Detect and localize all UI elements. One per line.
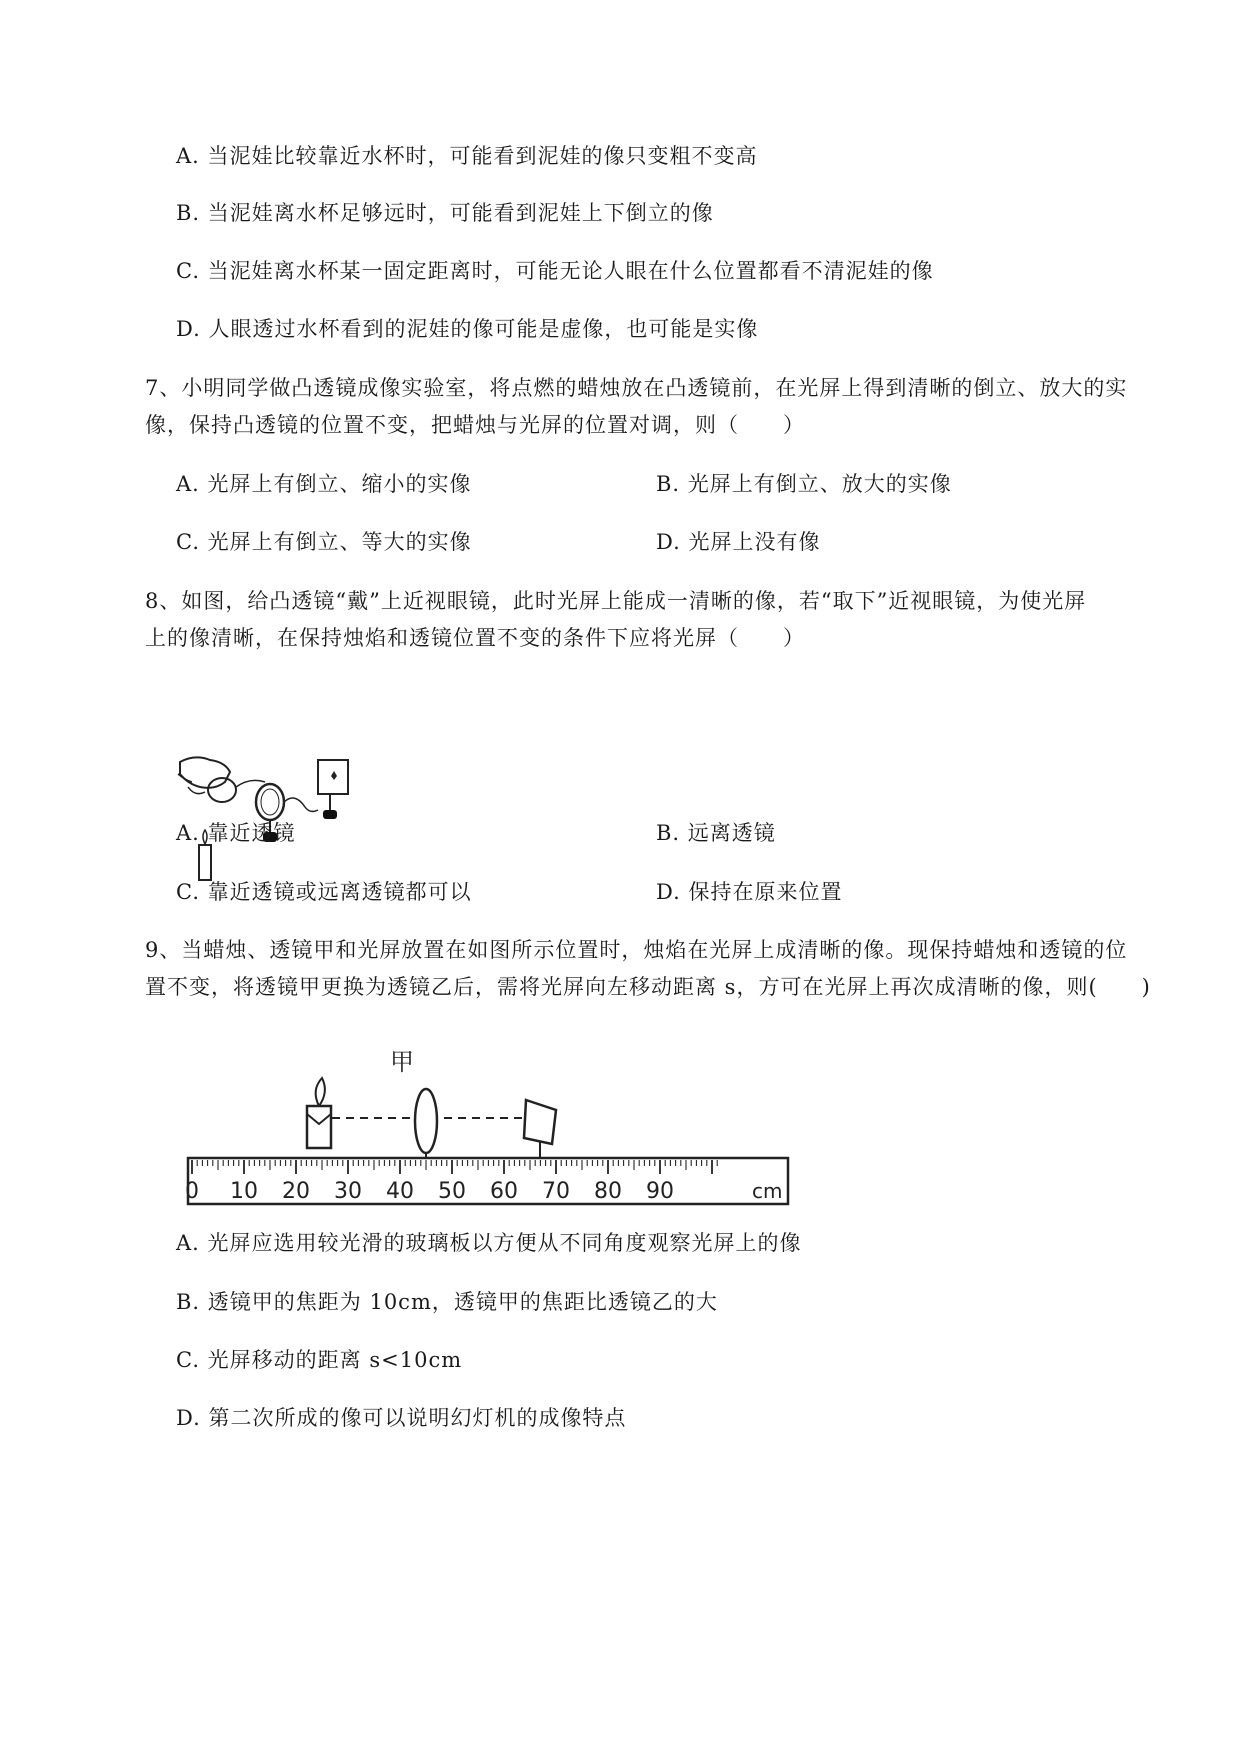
q7-option-a: A. 光屏上有倒立、缩小的实像	[176, 472, 472, 496]
q9-stem-line1: 9、当蜡烛、透镜甲和光屏放置在如图所示位置时，烛焰在光屏上成清晰的像。现保持蜡烛和透镜的位	[145, 938, 1128, 962]
q7-stem-line1: 7、小明同学做凸透镜成像实验室，将点燃的蜡烛放在凸透镜前，在光屏上得到清晰的倒立、放大的实	[145, 376, 1128, 400]
q6-option-a: A. 当泥娃比较靠近水杯时，可能看到泥娃的像只变粗不变高	[176, 144, 758, 168]
q8-option-d: D. 保持在原来位置	[656, 880, 843, 904]
q8-option-a: A. 靠近透镜	[176, 821, 296, 845]
ruler-label: 30	[334, 1179, 362, 1204]
q8-stem-line1: 8、如图，给凸透镜“戴”上近视眼镜，此时光屏上能成一清晰的像，若“取下”近视眼镜，为使光屏	[145, 589, 1087, 613]
ruler-label: 0	[185, 1179, 199, 1204]
lens-label: 甲	[390, 1048, 414, 1076]
q8-option-c: C. 靠近透镜或远离透镜都可以	[176, 880, 472, 904]
q7-stem-line2: 像，保持凸透镜的位置不变，把蜡烛与光屏的位置对调，则（ ）	[145, 413, 805, 437]
q6-option-c: C. 当泥娃离水杯某一固定距离时，可能无论人眼在什么位置都看不清泥娃的像	[176, 259, 934, 283]
ruler-unit: cm	[752, 1179, 783, 1203]
ruler-label: 90	[646, 1179, 674, 1204]
ruler-label: 20	[282, 1179, 310, 1204]
q9-option-d: D. 第二次所成的像可以说明幻灯机的成像特点	[176, 1406, 627, 1430]
q6-option-d: D. 人眼透过水杯看到的泥娃的像可能是虚像，也可能是实像	[176, 317, 759, 341]
ruler-label: 50	[438, 1179, 466, 1204]
q9-stem-line2: 置不变，将透镜甲更换为透镜乙后，需将光屏向左移动距离 s，方可在光屏上再次成清晰的像，则( )	[145, 975, 1151, 999]
q9-figure-optical-bench	[180, 1028, 800, 1208]
q9-option-c: C. 光屏移动的距离 s<10cm	[176, 1348, 463, 1372]
q8-stem-line2: 上的像清晰，在保持烛焰和透镜位置不变的条件下应将光屏（ ）	[145, 626, 805, 650]
q9-option-b: B. 透镜甲的焦距为 10cm，透镜甲的焦距比透镜乙的大	[176, 1290, 718, 1314]
ruler-label: 40	[386, 1179, 414, 1204]
ruler-label: 80	[594, 1179, 622, 1204]
ruler-label: 70	[542, 1179, 570, 1204]
ruler-label: 10	[230, 1179, 258, 1204]
q9-option-a: A. 光屏应选用较光滑的玻璃板以方便从不同角度观察光屏上的像	[176, 1231, 802, 1255]
q7-option-d: D. 光屏上没有像	[656, 530, 821, 554]
ruler-label: 60	[490, 1179, 518, 1204]
q7-option-b: B. 光屏上有倒立、放大的实像	[656, 472, 952, 496]
q7-option-c: C. 光屏上有倒立、等大的实像	[176, 530, 472, 554]
q6-option-b: B. 当泥娃离水杯足够远时，可能看到泥娃上下倒立的像	[176, 201, 714, 225]
q8-option-b: B. 远离透镜	[656, 821, 776, 845]
